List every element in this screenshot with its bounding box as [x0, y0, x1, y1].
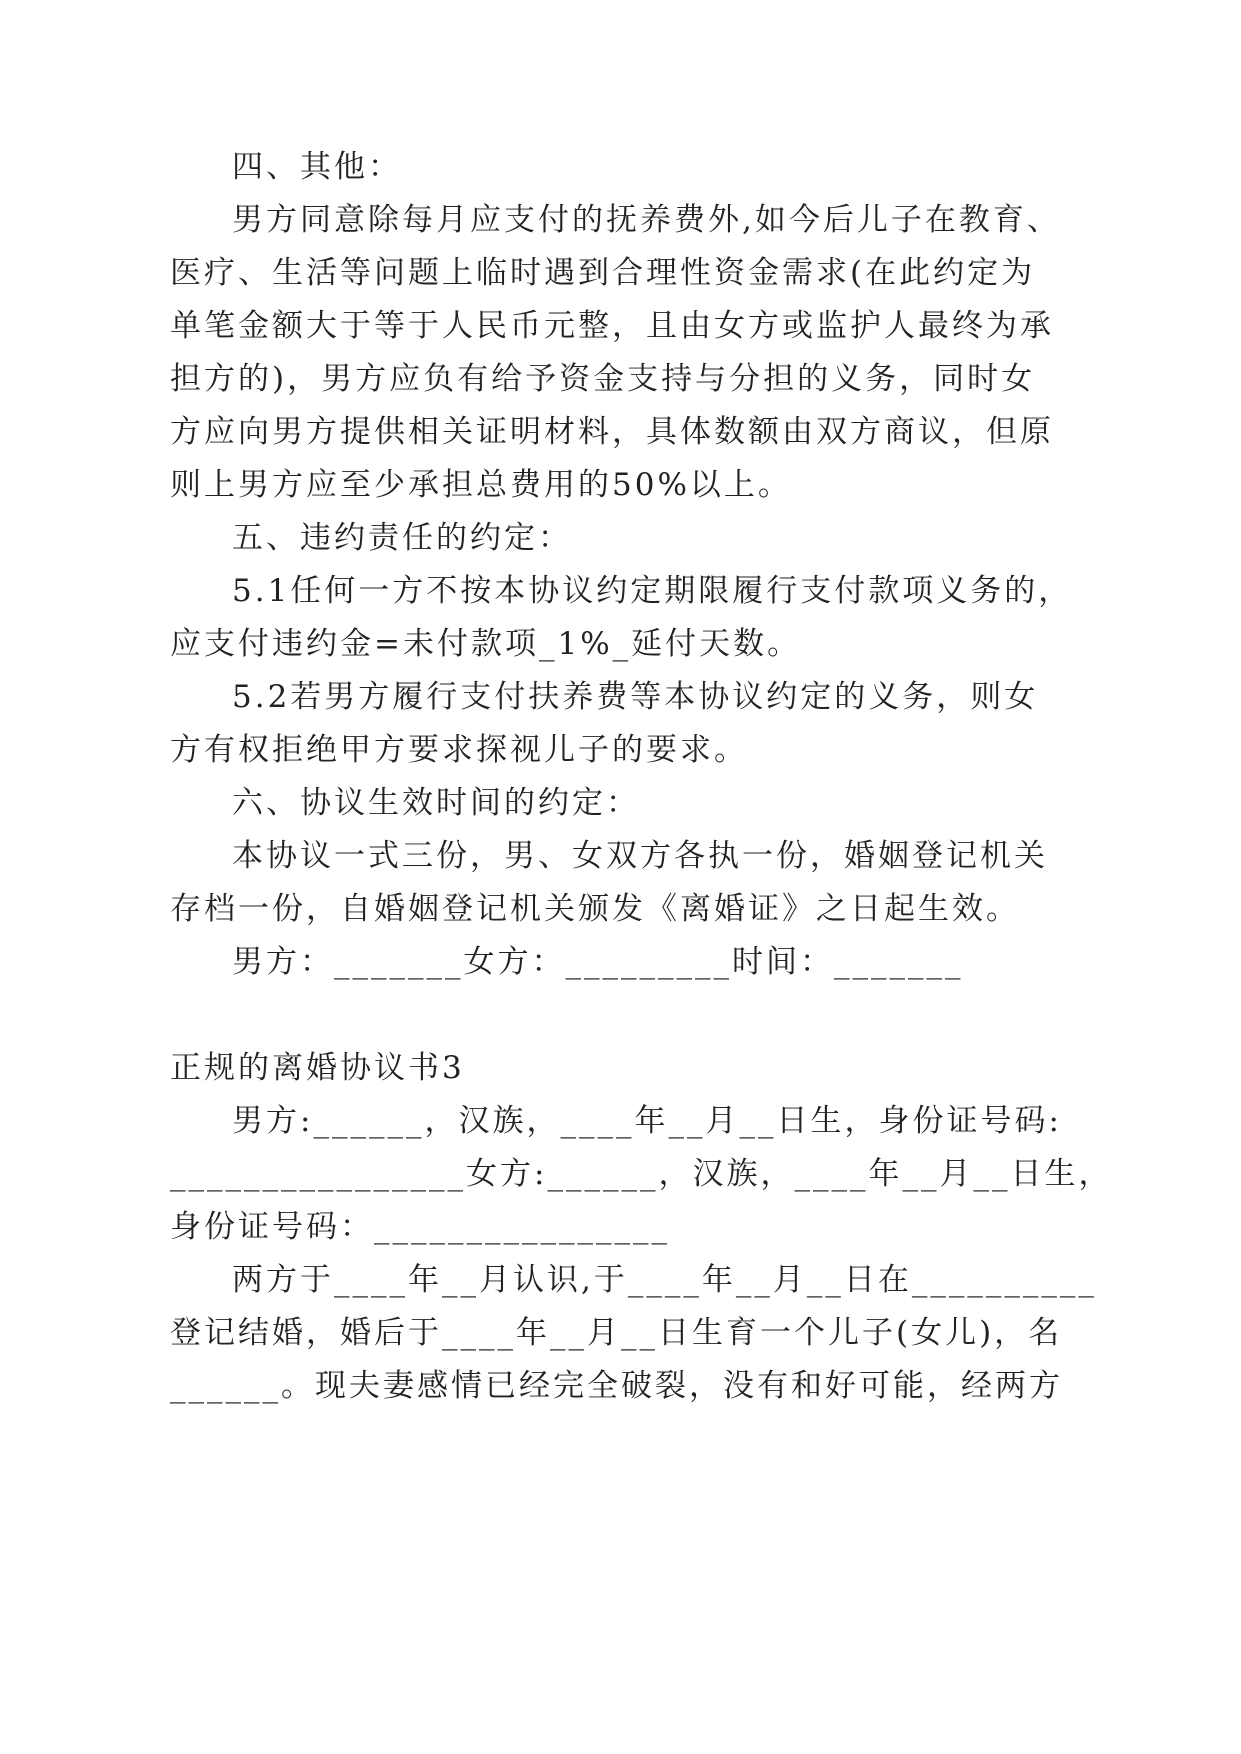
section-heading-effective: 六、协议生效时间的约定： [232, 785, 640, 821]
paragraph-line: 5.2若男方履行支付扶养费等本协议约定的义务，则女 [232, 679, 1039, 715]
paragraph-line: 方有权拒绝甲方要求探视儿子的要求。 [170, 732, 748, 768]
section-heading-breach: 五、违约责任的约定： [232, 520, 572, 556]
section-heading-other: 四、其他： [232, 149, 402, 185]
signature-line: 男方：_______女方：_________时间：_______ [232, 944, 964, 980]
paragraph-line: 则上男方应至少承担总费用的50%以上。 [170, 467, 792, 503]
paragraph-line: 身份证号码：________________ [170, 1209, 670, 1245]
paragraph-line: 男方:______，汉族，____年__月__日生，身份证号码: [232, 1103, 1062, 1139]
paragraph-line: 存档一份，自婚姻登记机关颁发《离婚证》之日起生效。 [170, 891, 1020, 927]
paragraph-line: 男方同意除每月应支付的抚养费外,如今后儿子在教育、 [232, 202, 1061, 238]
paragraph-line: 单笔金额大于等于人民币元整，且由女方或监护人最终为承 [170, 308, 1054, 344]
paragraph-line: 5.1任何一方不按本协议约定期限履行支付款项义务的， [232, 573, 1073, 609]
paragraph-line: 本协议一式三份，男、女双方各执一份，婚姻登记机关 [232, 838, 1048, 874]
document-title: 正规的离婚协议书3 [170, 1050, 465, 1086]
paragraph-line: 两方于____年__月认识,于____年__月__日在__________ [232, 1262, 1097, 1298]
paragraph-line: 方应向男方提供相关证明材料，具体数额由双方商议，但原 [170, 414, 1054, 450]
paragraph-line: 应支付违约金=未付款项_1%_延付天数。 [170, 626, 802, 662]
paragraph-line: ________________女方:______，汉族，____年__月__日生， [170, 1156, 1113, 1192]
paragraph-line: ______。现夫妻感情已经完全破裂，没有和好可能，经两方 [170, 1368, 1063, 1404]
paragraph-line: 担方的)，男方应负有给予资金支持与分担的义务，同时女 [170, 361, 1036, 397]
paragraph-line: 医疗、生活等问题上临时遇到合理性资金需求(在此约定为 [170, 255, 1036, 291]
paragraph-line: 登记结婚，婚后于____年__月__日生育一个儿子(女儿)，名 [170, 1315, 1063, 1351]
